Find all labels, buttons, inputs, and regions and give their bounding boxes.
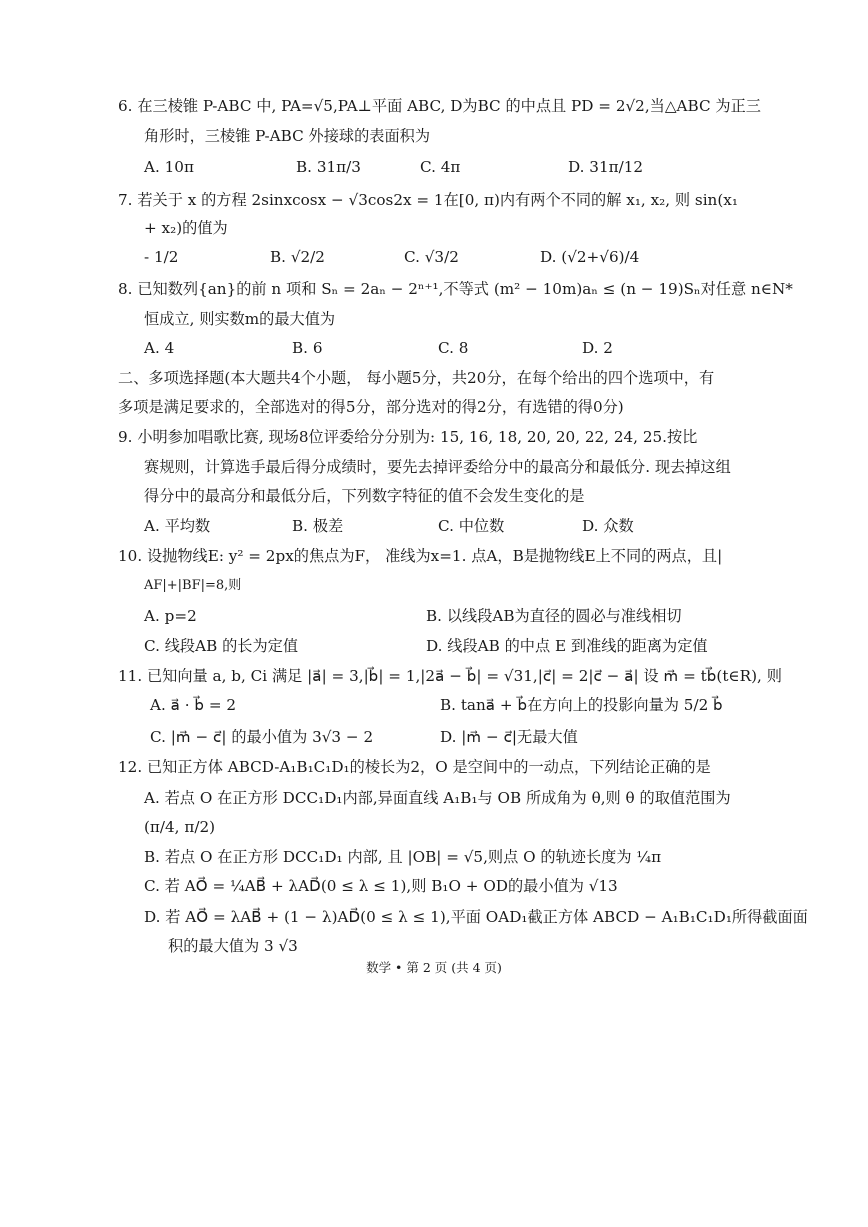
q10-stem-cont: AF|+|BF|=8,则	[144, 578, 242, 593]
q12-option-d-cont: 积的最大值为 3 √3	[168, 937, 298, 955]
q9-option-a: A. 平均数	[144, 517, 211, 535]
q8-option-d: D. 2	[582, 339, 613, 357]
q8-stem: 8. 已知数列{an}的前 n 项和 Sₙ = 2aₙ − 2ⁿ⁺¹,不等式 (m² − 10m)aₙ ≤ (n − 19)Sₙ对任意 n∈N*	[118, 280, 793, 298]
q11-option-c: C. |m⃗ − c⃗| 的最小值为 3√3 − 2	[150, 728, 374, 746]
q7-stem-cont: + x₂)的值为	[144, 219, 228, 237]
q11-stem: 11. 已知向量 a, b, Ci 满足 |a⃗| = 3,|b⃗| = 1,|2a⃗ − b⃗| = √31,|c⃗| = 2|c⃗ − a⃗| 设 m⃗ = tb⃗(t∈R), 则	[118, 667, 782, 685]
q6-option-a: A. 10π	[144, 158, 194, 176]
q8-option-b: B. 6	[292, 339, 323, 357]
q6-option-c: C. 4π	[420, 158, 461, 176]
q6-stem: 6. 在三棱锥 P-ABC 中, PA=√5,PA⊥平面 ABC, D为BC 的中点且 PD = 2√2,当△ABC 为正三	[118, 97, 761, 115]
q9-stem-cont: 赛规则，计算选手最后得分成绩时，要先去掉评委给分中的最高分和最低分. 现去掉这组	[144, 458, 731, 476]
q11-option-a: A. a⃗ · b⃗ = 2	[150, 696, 237, 714]
q12-stem: 12. 已知正方体 ABCD-A₁B₁C₁D₁的棱长为2，O 是空间中的一动点，下列结论正确的是	[118, 758, 711, 776]
q8-stem-cont: 恒成立, 则实数m的最大值为	[144, 310, 336, 328]
q12-option-a: A. 若点 O 在正方形 DCC₁D₁内部,异面直线 A₁B₁与 OB 所成角为 θ,则 θ 的取值范围为	[144, 789, 731, 807]
q10-option-b: B. 以线段AB为直径的圆必与准线相切	[426, 607, 682, 625]
q7-stem: 7. 若关于 x 的方程 2sinxcosx − √3cos2x = 1在[0, π)内有两个不同的解 x₁, x₂, 则 sin(x₁	[118, 191, 738, 209]
q7-option-c: C. √3/2	[404, 248, 459, 266]
q10-stem: 10. 设抛物线E: y² = 2px的焦点为F， 准线为x=1. 点A，B是抛物线E上不同的两点，且|	[118, 547, 723, 565]
q8-option-c: C. 8	[438, 339, 469, 357]
page-footer: 数学 • 第 2 页 (共 4 页)	[366, 960, 502, 975]
q9-stem-cont2: 得分中的最高分和最低分后，下列数字特征的值不会发生变化的是	[144, 487, 585, 505]
q6-option-d: D. 31π/12	[568, 158, 644, 176]
q10-option-a: A. p=2	[144, 607, 197, 625]
q7-option-a: - 1/2	[144, 248, 179, 266]
q9-option-d: D. 众数	[582, 517, 634, 535]
section2-heading-cont: 多项是满足要求的，全部选对的得5分，部分选对的得2分，有选错的得0分)	[118, 398, 624, 416]
q10-option-d: D. 线段AB 的中点 E 到准线的距离为定值	[426, 637, 708, 655]
q11-option-d: D. |m⃗ − c⃗|无最大值	[440, 728, 578, 746]
q11-option-b: B. tana⃗ + b⃗在方向上的投影向量为 5/2 b⃗	[440, 696, 723, 714]
q6-stem-cont: 角形时，三棱锥 P-ABC 外接球的表面积为	[144, 127, 431, 145]
q12-option-c: C. 若 AO⃗ = ¼AB⃗ + λAD⃗(0 ≤ λ ≤ 1),则 B₁O + OD的最小值为 √13	[144, 877, 618, 895]
q6-option-b: B. 31π/3	[296, 158, 361, 176]
q10-option-c: C. 线段AB 的长为定值	[144, 637, 299, 655]
q7-option-d: D. (√2+√6)/4	[540, 248, 640, 266]
section2-heading: 二、多项选择题(本大题共4个小题， 每小题5分，共20分，在每个给出的四个选项中，有	[118, 369, 715, 387]
q8-option-a: A. 4	[144, 339, 175, 357]
q12-option-b: B. 若点 O 在正方形 DCC₁D₁ 内部, 且 |OB| = √5,则点 O 的轨迹长度为 ¼π	[144, 848, 662, 866]
q9-stem: 9. 小明参加唱歌比赛, 现场8位评委给分分别为: 15, 16, 18, 20, 20, 22, 24, 25.按比	[118, 428, 698, 446]
q7-option-b: B. √2/2	[270, 248, 325, 266]
q9-option-b: B. 极差	[292, 517, 344, 535]
q9-option-c: C. 中位数	[438, 517, 505, 535]
q12-option-a-range: (π/4, π/2)	[144, 818, 216, 836]
q12-option-d: D. 若 AO⃗ = λAB⃗ + (1 − λ)AD⃗(0 ≤ λ ≤ 1),平面 OAD₁截正方体 ABCD − A₁B₁C₁D₁所得截面面	[144, 908, 808, 926]
